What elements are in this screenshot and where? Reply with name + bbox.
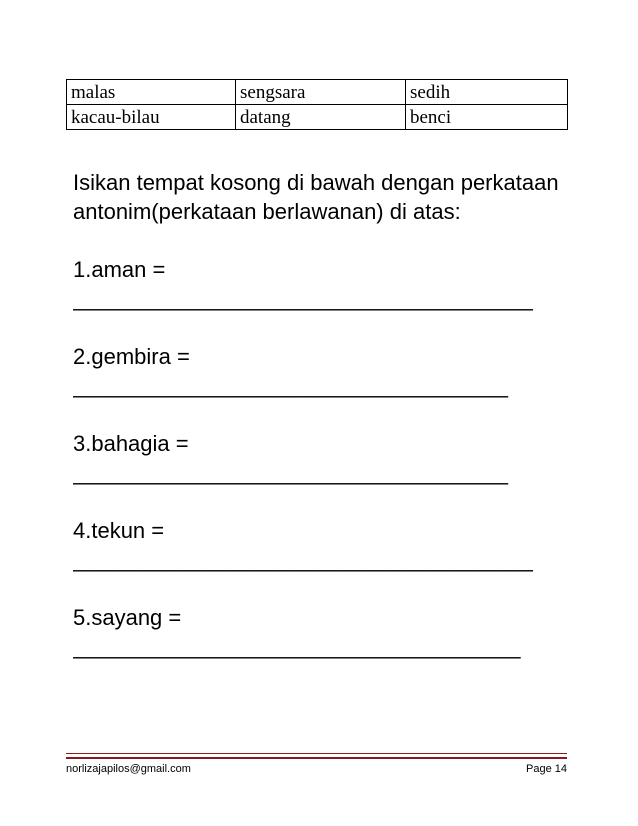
question-item <box>73 342 573 400</box>
table-cell: benci <box>406 105 568 130</box>
answer-blank[interactable]: ____________________________________ <box>73 634 521 659</box>
question-item <box>73 603 573 661</box>
worksheet-content <box>73 168 573 661</box>
table-row <box>67 105 568 130</box>
footer-divider <box>66 753 567 759</box>
question-label: 3.bahagia = <box>73 431 189 456</box>
footer-email: norlizajapilos@gmail.com <box>66 763 191 775</box>
table-cell: sengsara <box>236 80 406 105</box>
question-item <box>73 255 573 313</box>
page-footer <box>66 763 567 775</box>
page-number: Page 14 <box>526 763 567 775</box>
answer-blank[interactable]: ___________________________________ <box>73 373 509 398</box>
table-cell: sedih <box>406 80 568 105</box>
table-cell: datang <box>236 105 406 130</box>
table-row <box>67 80 568 105</box>
table-cell: kacau-bilau <box>67 105 236 130</box>
antonym-word-table <box>66 79 568 130</box>
answer-blank[interactable]: _____________________________________ <box>73 286 534 311</box>
table-cell: malas <box>67 80 236 105</box>
question-item <box>73 429 573 487</box>
question-label: 2.gembira = <box>73 344 190 369</box>
answer-blank[interactable]: ___________________________________ <box>73 460 509 485</box>
answer-blank[interactable]: _____________________________________ <box>73 547 534 572</box>
instructions-text: Isikan tempat kosong di bawah dengan perkataan antonim(perkataan berlawanan) di atas: <box>73 170 559 224</box>
question-label: 4.tekun = <box>73 518 165 543</box>
question-item <box>73 516 573 574</box>
question-label: 5.sayang = <box>73 605 182 630</box>
question-label: 1.aman = <box>73 257 166 282</box>
